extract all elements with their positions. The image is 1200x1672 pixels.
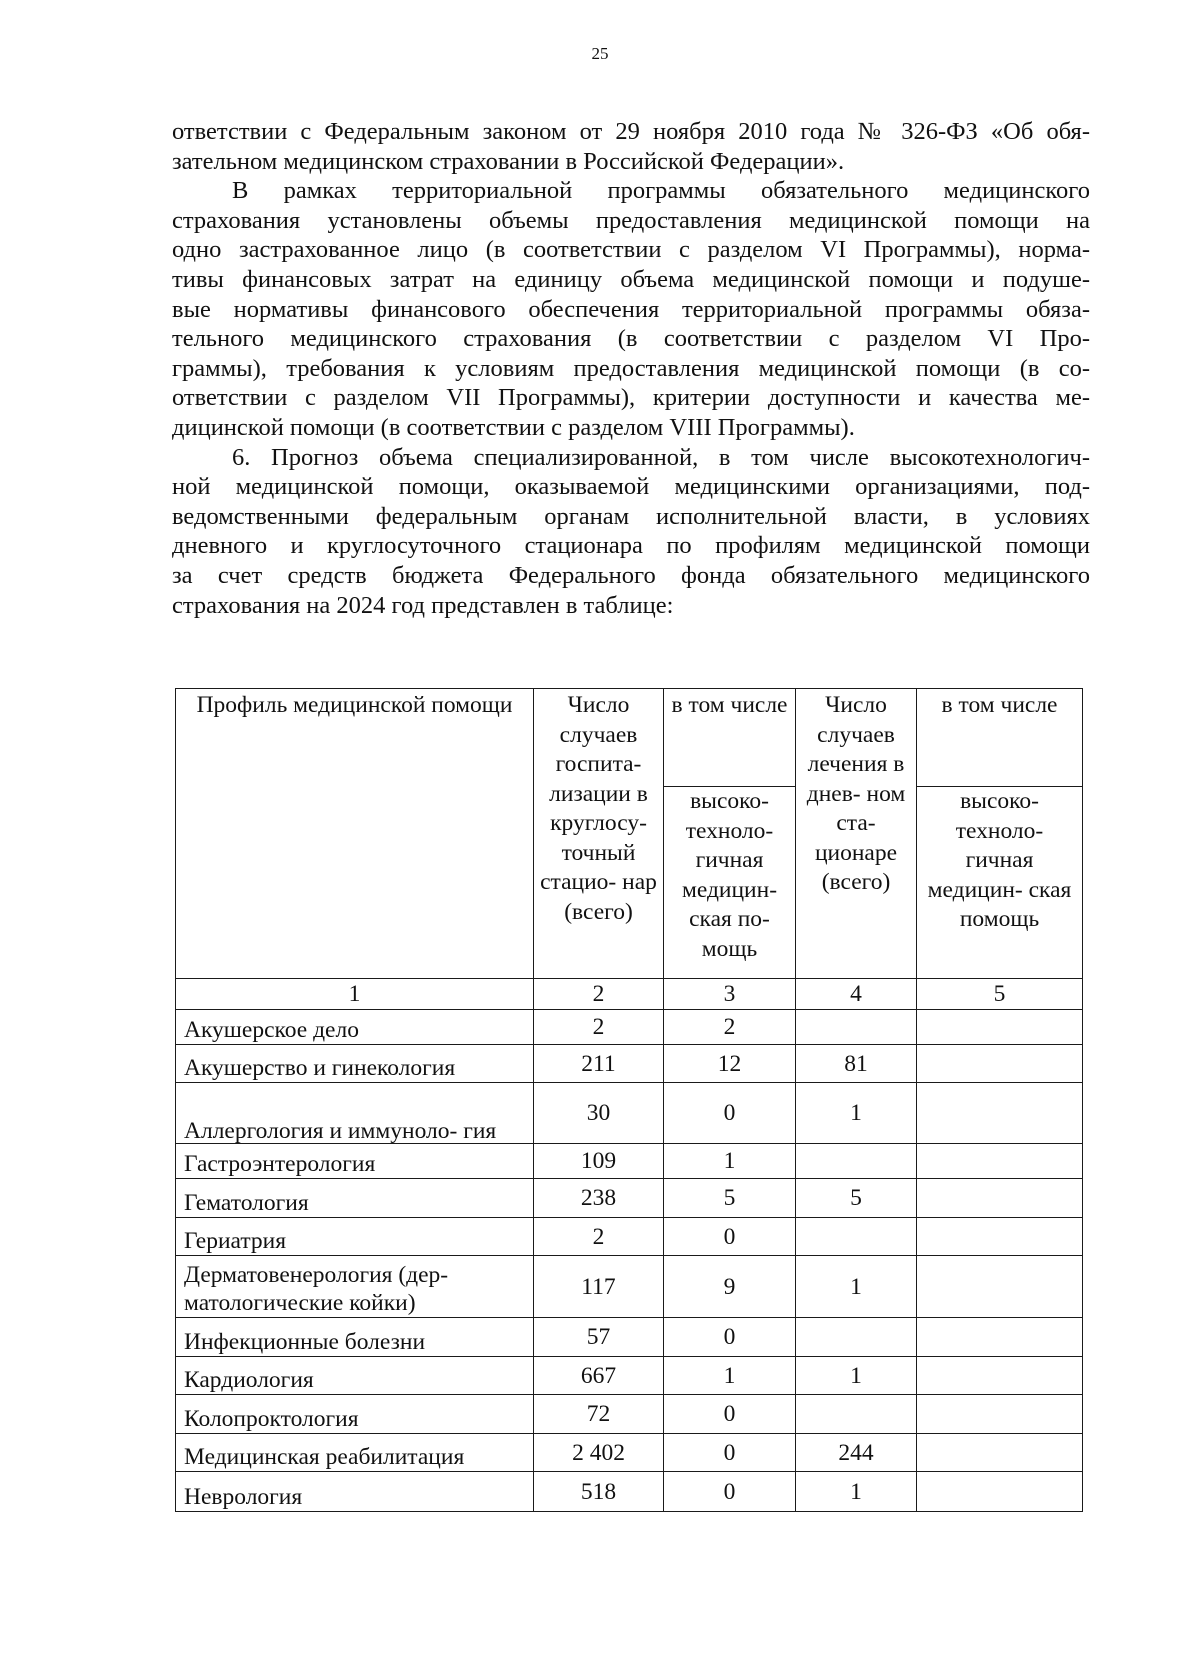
day-high-tech-cell	[917, 1144, 1083, 1179]
medical-care-volume-table	[175, 688, 1083, 1512]
day-total-cell	[796, 1318, 917, 1357]
column-number-row	[176, 979, 1083, 1010]
hospital-total-cell: 57	[534, 1318, 664, 1357]
text-line: ной медицинской помощи, оказываемой медицинскими организациями, под-	[172, 473, 1090, 501]
text-line: дицинской помощи (в соответствии с разделом VIII Программы).	[172, 413, 855, 441]
header-high-tech-2: высоко- техноло- гичная медицин- ская помощь	[917, 787, 1083, 979]
day-high-tech-cell	[917, 1010, 1083, 1045]
day-high-tech-cell	[917, 1357, 1083, 1395]
text-line: одно застрахованное лицо (в соответствии с разделом VI Программы), норма-	[172, 236, 1090, 264]
profile-cell: Акушерство и гинекология	[176, 1045, 534, 1083]
table-row	[176, 1357, 1083, 1395]
table-row	[176, 1256, 1083, 1318]
profile-cell: Кардиология	[176, 1357, 534, 1395]
day-total-cell: 81	[796, 1045, 917, 1083]
table-row	[176, 1218, 1083, 1256]
text-line: страхования установлены объемы предоставления медицинской помощи на	[172, 206, 1090, 234]
profile-cell: Аллергология и иммуноло- гия	[176, 1083, 534, 1144]
text-line: тельного медицинского страхования (в соответствии с разделом VI Про-	[172, 325, 1090, 353]
day-total-cell: 1	[796, 1357, 917, 1395]
hospital-total-cell: 2	[534, 1010, 664, 1045]
table-row	[176, 1318, 1083, 1357]
hospital-total-cell: 518	[534, 1472, 664, 1512]
table-row	[176, 1472, 1083, 1512]
text-line: за счет средств бюджета Федерального фонда обязательного медицинского	[172, 561, 1090, 589]
header-including-2: в том числе	[917, 689, 1083, 787]
text-line: В рамках территориальной программы обязательного медицинского	[232, 177, 1090, 205]
profile-cell: Колопроктология	[176, 1395, 534, 1434]
header-profile: Профиль медицинской помощи	[176, 689, 534, 979]
profile-cell: Акушерское дело	[176, 1010, 534, 1045]
profile-cell: Дерматовенерология (дер- матологические койки)	[176, 1256, 534, 1318]
hospital-total-cell: 667	[534, 1357, 664, 1395]
profile-cell: Инфекционные болезни	[176, 1318, 534, 1357]
day-high-tech-cell	[917, 1045, 1083, 1083]
hospital-total-cell: 2 402	[534, 1434, 664, 1472]
day-high-tech-cell	[917, 1318, 1083, 1357]
hospital-high-tech-cell: 9	[664, 1256, 796, 1318]
hospital-total-cell: 30	[534, 1083, 664, 1144]
day-total-cell: 1	[796, 1472, 917, 1512]
table-row	[176, 1144, 1083, 1179]
day-total-cell	[796, 1010, 917, 1045]
text-line: ответствии с разделом VII Программы), критерии доступности и качества ме-	[172, 384, 1090, 412]
body-text	[172, 117, 1090, 620]
profile-cell: Медицинская реабилитация	[176, 1434, 534, 1472]
text-line: страхования на 2024 год представлен в таблице:	[172, 591, 674, 619]
paragraph-territorial-program	[172, 176, 1090, 442]
hospital-high-tech-cell: 0	[664, 1218, 796, 1256]
day-total-cell: 244	[796, 1434, 917, 1472]
hospital-high-tech-cell: 0	[664, 1318, 796, 1357]
header-high-tech-1: высоко- техноло- гичная медицин- ская по- мощь	[664, 787, 796, 979]
hospital-high-tech-cell: 1	[664, 1144, 796, 1179]
day-high-tech-cell	[917, 1256, 1083, 1318]
hospital-high-tech-cell: 0	[664, 1472, 796, 1512]
day-high-tech-cell	[917, 1472, 1083, 1512]
text-line: граммы), требования к условиям предоставления медицинской помощи (в со-	[172, 354, 1090, 382]
day-total-cell: 1	[796, 1256, 917, 1318]
hospital-high-tech-cell: 5	[664, 1179, 796, 1218]
day-high-tech-cell	[917, 1179, 1083, 1218]
text-line: 6. Прогноз объема специализированной, в том числе высокотехнологич-	[232, 443, 1090, 471]
hospital-high-tech-cell: 0	[664, 1083, 796, 1144]
column-number: 2	[534, 979, 664, 1010]
hospital-total-cell: 72	[534, 1395, 664, 1434]
day-total-cell	[796, 1144, 917, 1179]
page-number: 25	[591, 44, 609, 63]
table-row	[176, 1179, 1083, 1218]
profile-cell: Гематология	[176, 1179, 534, 1218]
day-total-cell: 1	[796, 1083, 917, 1144]
column-number: 1	[176, 979, 534, 1010]
profile-cell: Гериатрия	[176, 1218, 534, 1256]
text-line: ведомственными федеральным органам исполнительной власти, в условиях	[172, 502, 1090, 530]
table-row	[176, 1395, 1083, 1434]
text-line: дневного и круглосуточного стационара по профилям медицинской помощи	[172, 532, 1090, 560]
table-row	[176, 1045, 1083, 1083]
hospital-total-cell: 117	[534, 1256, 664, 1318]
text-line: зательном медицинском страховании в Российской Федерации».	[172, 147, 845, 175]
paragraph-law-reference	[172, 117, 1090, 176]
hospital-total-cell: 109	[534, 1144, 664, 1179]
day-high-tech-cell	[917, 1218, 1083, 1256]
column-number: 5	[917, 979, 1083, 1010]
text-line: тивы финансовых затрат на единицу объема медицинской помощи и подуше-	[172, 265, 1090, 293]
table-row	[176, 1434, 1083, 1472]
hospital-high-tech-cell: 0	[664, 1395, 796, 1434]
hospital-high-tech-cell: 12	[664, 1045, 796, 1083]
hospital-high-tech-cell: 0	[664, 1434, 796, 1472]
text-line: вые нормативы финансового обеспечения территориальной программы обяза-	[172, 295, 1090, 323]
table-row	[176, 1010, 1083, 1045]
column-number: 3	[664, 979, 796, 1010]
text-line: ответствии с Федеральным законом от 29 ноября 2010 года № 326-ФЗ «Об обя-	[172, 118, 1090, 145]
day-total-cell: 5	[796, 1179, 917, 1218]
day-total-cell	[796, 1218, 917, 1256]
header-hospital-cases: Число случаев госпита- лизации в круглосу- точный стацио- нар (всего)	[534, 689, 664, 979]
hospital-total-cell: 2	[534, 1218, 664, 1256]
day-total-cell	[796, 1395, 917, 1434]
profile-cell: Гастроэнтерология	[176, 1144, 534, 1179]
hospital-high-tech-cell: 2	[664, 1010, 796, 1045]
hospital-high-tech-cell: 1	[664, 1357, 796, 1395]
hospital-total-cell: 211	[534, 1045, 664, 1083]
day-high-tech-cell	[917, 1434, 1083, 1472]
profile-cell: Неврология	[176, 1472, 534, 1512]
table-row	[176, 1083, 1083, 1144]
header-including-1: в том числе	[664, 689, 796, 787]
header-day-cases: Число случаев лечения в днев- ном ста- ционаре (всего)	[796, 689, 917, 979]
hospital-total-cell: 238	[534, 1179, 664, 1218]
paragraph-forecast	[172, 443, 1090, 621]
day-high-tech-cell	[917, 1083, 1083, 1144]
column-number: 4	[796, 979, 917, 1010]
day-high-tech-cell	[917, 1395, 1083, 1434]
